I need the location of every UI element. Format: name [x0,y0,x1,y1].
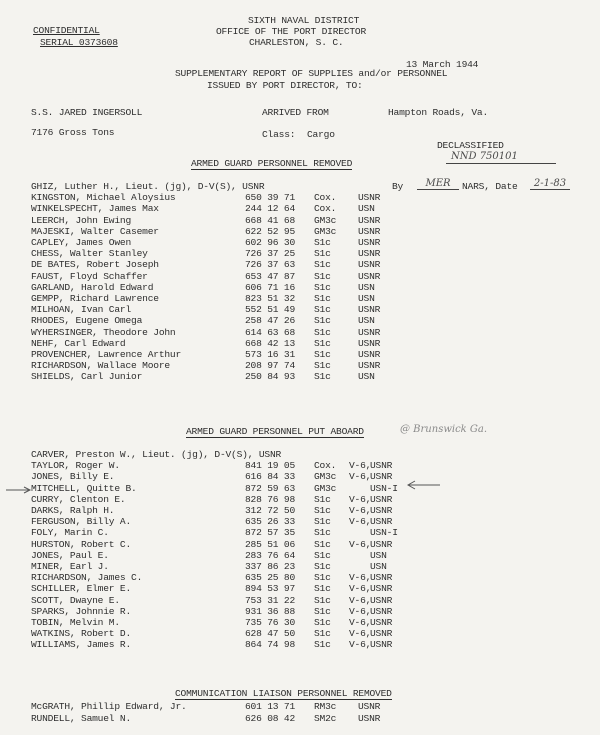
person-name: SCOTT, Dwayne E. [31,594,120,606]
rating: S1c [314,304,331,316]
person-name: FAUST, Floyd Schaffer [31,270,148,282]
table-row [0,583,600,594]
division: V-6, [349,493,372,505]
service-number: 668 42 13 [245,337,296,349]
component: USNR [370,572,393,584]
component: USN [358,281,375,293]
component: USN [370,561,387,572]
table-row [0,494,600,505]
service-number: 894 53 97 [245,583,296,595]
division: V-6, [349,572,372,584]
section-heading-removed: ARMED GUARD PERSONNEL REMOVED [191,158,353,169]
table-row [0,349,600,360]
service-number: 208 97 74 [245,360,296,372]
nars-date-value: 2-1-83 [530,178,570,190]
person-name: LEERCH, John Ewing [31,214,132,226]
rating: S1c [314,270,331,282]
table-row [0,338,600,349]
service-number: 726 37 25 [245,248,296,260]
report-title-line-1: SUPPLEMENTARY REPORT OF SUPPLIES and/or PERSONNEL [175,68,448,79]
person-name: CURRY, Clenton E. [31,493,126,505]
service-number: 626 08 42 [245,712,296,724]
declassified-by-label: By [392,181,404,192]
rating: S1c [314,516,331,528]
service-number: 650 39 71 [245,192,296,204]
person-name: MINER, Earl J. [31,561,109,572]
person-name: HURSTON, Robert C. [31,538,132,550]
rating: S1c [314,371,331,383]
component: USNR [370,628,393,640]
rating: S1c [314,281,331,293]
rating: S1c [314,561,331,572]
rating: S1c [314,527,331,539]
rating: S1c [314,259,331,271]
table-row [0,606,600,617]
person-name: SPARKS, Johnnie R. [31,605,132,617]
table-row [0,471,600,482]
rating: Cox. [314,460,337,472]
person-name: WYHERSINGER, Theodore John [31,326,176,338]
rating: S1c [314,337,331,349]
component: USNR [358,259,381,271]
component: USN [358,315,375,327]
table-row [0,628,600,639]
component: USNR [370,460,393,472]
rating: S1c [314,360,331,372]
person-name: CAPLEY, James Owen [31,237,132,248]
component: USNR [370,617,393,628]
rating: Cox. [314,203,337,215]
component: USN [358,293,375,304]
person-name: RUNDELL, Samuel N. [31,712,132,724]
division: V-6, [349,617,372,628]
component: USNR [370,594,393,606]
person-name: McGRATH, Phillip Edward, Jr. [31,701,187,712]
component: USN-I [370,527,398,539]
table-row [0,639,600,650]
person-name: MILHOAN, Ivan Carl [31,304,132,316]
service-number: 602 96 30 [245,237,296,248]
service-number: 931 36 88 [245,605,296,617]
table-row [0,539,600,550]
rating: S1c [314,293,331,304]
rating: S1c [314,349,331,360]
handwritten-annotation: @ Brunswick Ga. [400,424,488,435]
component: USN [358,371,375,383]
service-number: 573 16 31 [245,349,296,360]
division: V-6, [349,639,372,651]
report-title-line-2: ISSUED BY PORT DIRECTOR, TO: [207,80,363,91]
table-row [0,561,600,572]
component: USNR [358,304,381,316]
component: USN [358,203,375,215]
division: V-6, [349,505,372,516]
component: USNR [358,248,381,260]
rating: S1c [314,639,331,651]
service-number: 622 52 95 [245,225,296,237]
table-row [0,505,600,516]
service-number: 312 72 50 [245,505,296,516]
division: V-6, [349,628,372,640]
component: USNR [370,471,393,483]
table-row [0,304,600,315]
org-line-1: SIXTH NAVAL DISTRICT [248,15,360,26]
gross-tonnage: 7176 Gross Tons [31,127,115,138]
table-row [0,315,600,326]
table-row [0,516,600,527]
rating: S1c [314,583,331,595]
component: USNR [358,192,381,204]
org-line-2: OFFICE OF THE PORT DIRECTOR [216,26,367,37]
division: V-6, [349,471,372,483]
service-number: 616 84 33 [245,471,296,483]
rating: S1c [314,493,331,505]
table-row [0,215,600,226]
table-row [0,259,600,270]
service-number: 864 74 98 [245,639,296,651]
person-name: RICHARDSON, James C. [31,572,143,584]
service-number: 872 57 35 [245,527,296,539]
rating: S1c [314,617,331,628]
service-number: 552 51 49 [245,304,296,316]
service-number: 258 47 26 [245,315,296,327]
declassified-by-value: MER [417,178,459,190]
person-name: KINGSTON, Michael Aloysius [31,192,176,204]
person-name: WILLIAMS, James R. [31,639,132,651]
service-number: 337 86 23 [245,561,296,572]
component: USNR [370,605,393,617]
table-row [0,203,600,214]
rating: GM3c [314,214,337,226]
person-name: GEMPP, Richard Lawrence [31,293,159,304]
arrived-from-label: ARRIVED FROM [262,107,329,118]
rating: GM3c [314,482,337,494]
person-name: PROVENCHER, Lawrence Arthur [31,349,182,360]
rating: S1c [314,326,331,338]
service-number: 753 31 22 [245,594,296,606]
rating: S1c [314,248,331,260]
service-number: 601 13 71 [245,701,296,712]
person-name: DARKS, Ralph H. [31,505,115,516]
table-row [0,701,600,712]
service-number: 614 63 68 [245,326,296,338]
service-number: 606 71 16 [245,281,296,293]
service-number: 653 47 87 [245,270,296,282]
component: USNR [370,583,393,595]
rating: S1c [314,605,331,617]
division: V-6, [349,583,372,595]
report-date: 13 March 1944 [406,59,479,70]
person-name: NEHF, Carl Edward [31,337,126,349]
table-row [0,237,600,248]
rating: S1c [314,594,331,606]
section-heading-put-aboard: ARMED GUARD PERSONNEL PUT ABOARD [186,426,364,437]
service-number: 244 12 64 [245,203,296,215]
division: V-6, [349,516,372,528]
component: USNR [358,349,381,360]
person-name: WATKINS, Robert D. [31,628,132,640]
table-row [0,550,600,561]
person-name: WINKELSPECHT, James Max [31,203,159,215]
table-row [0,617,600,628]
ship-name: S.S. JARED INGERSOLL [31,107,143,118]
component: USNR [370,493,393,505]
table-row [0,371,600,382]
component: USNR [370,516,393,528]
component: USNR [358,701,381,712]
rating: GM3c [314,225,337,237]
table-row [0,360,600,371]
rating: SM2c [314,712,337,724]
service-number: 735 76 30 [245,617,296,628]
component: USNR [358,712,381,724]
table-row [0,460,600,471]
org-line-3: CHARLESTON, S. C. [249,37,344,48]
service-number: 285 51 06 [245,538,296,550]
person-name: SHIELDS, Carl Junior [31,371,143,383]
component: USNR [370,505,393,516]
service-number: 823 51 32 [245,293,296,304]
table-row [0,713,600,724]
rating: S1c [314,628,331,640]
service-number: 250 84 93 [245,371,296,383]
service-number: 828 76 98 [245,493,296,505]
table-row [0,293,600,304]
left-margin-arrow-icon [6,481,32,499]
service-number: 726 37 63 [245,259,296,271]
rating: S1c [314,505,331,516]
nars-date-label: NARS, Date [462,181,518,192]
person-name: GARLAND, Harold Edward [31,281,154,293]
person-name: MAJESKI, Walter Casemer [31,225,159,237]
service-number: 283 76 64 [245,549,296,561]
section-heading-communication: COMMUNICATION LIAISON PERSONNEL REMOVED [175,688,392,699]
person-name: CHESS, Walter Stanley [31,248,148,260]
service-number: 841 19 05 [245,460,296,472]
rating: RM3c [314,701,337,712]
person-name: TOBIN, Melvin M. [31,617,120,628]
person-name: FERGUSON, Billy A. [31,516,132,528]
component: USNR [358,337,381,349]
arrived-from-value: Hampton Roads, Va. [388,107,489,118]
authority-underline [446,163,556,164]
rating: GM3c [314,471,337,483]
component: USN [370,549,387,561]
table-row [0,572,600,583]
service-number: 635 25 80 [245,572,296,584]
person-name: TAYLOR, Roger W. [31,460,120,472]
component: USN-I [370,482,398,494]
table-row [0,327,600,338]
component: USNR [358,225,381,237]
table-row [0,248,600,259]
classification-mark: CONFIDENTIAL [33,25,100,36]
division: V-6, [349,594,372,606]
person-name: SCHILLER, Elmer E. [31,583,132,595]
person-name: DE BATES, Robert Joseph [31,259,159,271]
division: V-6, [349,538,372,550]
division: V-6, [349,605,372,617]
component: USNR [358,326,381,338]
table-row [0,483,600,494]
table-row [0,271,600,282]
table-row [0,527,600,538]
serial-number: SERIAL 0373608 [40,37,118,48]
component: USNR [358,214,381,226]
component: USNR [370,538,393,550]
rating: S1c [314,549,331,561]
service-number: 635 26 33 [245,516,296,528]
declassified-label: DECLASSIFIED [437,140,504,151]
right-margin-arrow-icon [406,477,440,495]
table-row [0,226,600,237]
table-row [0,192,600,203]
division: V-6, [349,460,372,472]
person-name: MITCHELL, Quitte B. [31,482,137,494]
person-name: GHIZ, Luther H., Lieut. (jg), D-V(S), USNR [31,181,265,192]
rating: S1c [314,572,331,584]
rating: S1c [314,315,331,327]
person-name: RHODES, Eugene Omega [31,315,143,327]
rating: S1c [314,237,331,248]
component: USNR [358,270,381,282]
person-name: CARVER, Preston W., Lieut. (jg), D-V(S), USNR [31,449,282,460]
table-row [0,595,600,606]
component: USNR [358,237,381,248]
person-name: JONES, Paul E. [31,549,109,561]
service-number: 628 47 50 [245,628,296,640]
declassified-authority: NND 750101 [451,151,518,162]
person-name: FOLY, Marin C. [31,527,109,539]
rating: Cox. [314,192,337,204]
person-name: RICHARDSON, Wallace Moore [31,360,170,372]
component: USNR [358,360,381,372]
class-label: Class: [262,129,296,140]
person-name: JONES, Billy E. [31,471,115,483]
table-row [0,449,600,460]
component: USNR [370,639,393,651]
rating: S1c [314,538,331,550]
service-number: 872 59 63 [245,482,296,494]
class-value: Cargo [307,129,335,140]
table-row [0,282,600,293]
service-number: 668 41 68 [245,214,296,226]
table-row [0,181,600,192]
